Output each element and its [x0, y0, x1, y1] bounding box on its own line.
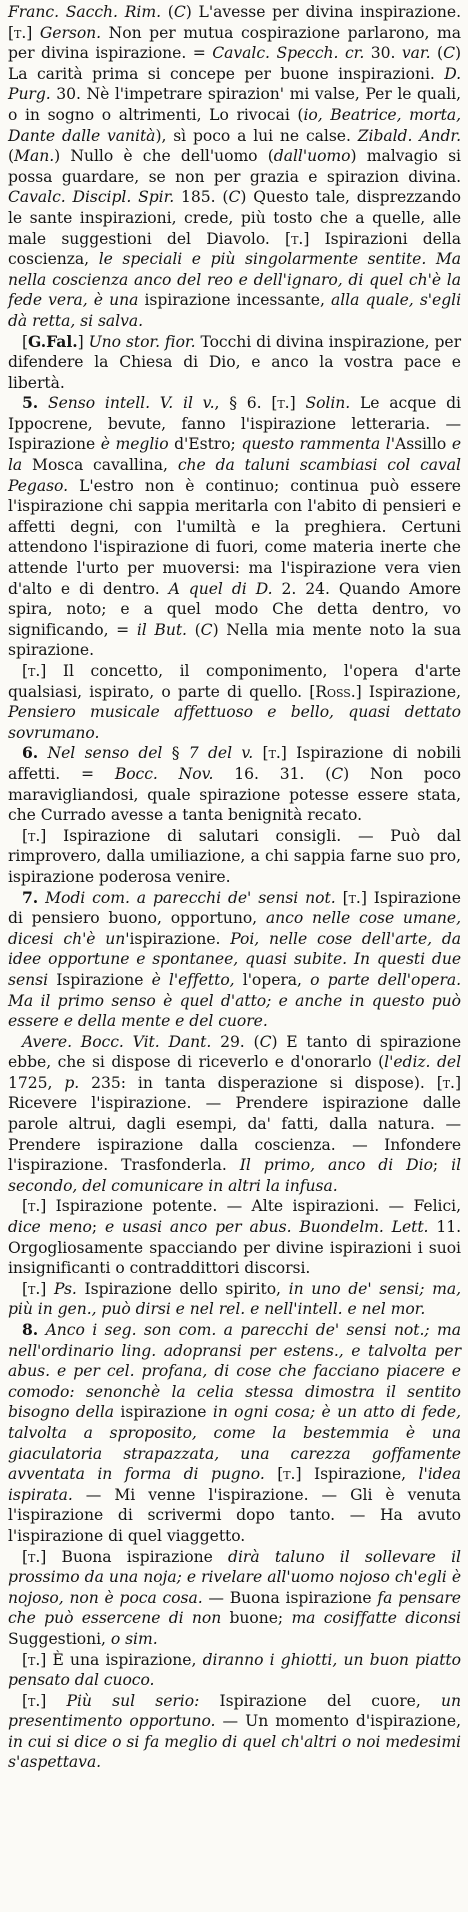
entry-paragraph: [t.] Più sul serio: Ispirazione del cuore, un presentimento opportuno. — Un momento d'ispirazione, in cui si dice o si fa meglio di quel ch'altri o noi medesimi s'aspettava.: [8, 1691, 461, 1772]
entry-paragraph: [t.] È una ispirazione, diranno i ghiotti, un buon piatto pensato dal cuoco.: [8, 1650, 461, 1690]
entry-paragraph: 7. Modi com. a parecchi de' sensi not. [t.] Ispirazione di pensiero buono, opportuno, anco nelle cose umane, dicesi ch'è un'ispirazione. Poi, nelle cose dell'arte, da idee opportune e spontanee, quasi subite. In questi due sensi Ispirazione è l'effetto, l'opera, o parte dell'opera. Ma il primo senso è quel d'atto; e anche in questo può essere e della mente e del cuore.: [8, 887, 461, 1031]
entry-paragraph: 5. Senso intell. V. il v., § 6. [t.] Solin. Le acque di Ippocrene, bevute, fanno l'ispirazione letteraria. — Ispirazione è meglio d'Estro; questo rammenta l'Assillo e la Mosca cavallina, che da taluni scambiasi col caval Pegaso. L'estro non è continuo; continua può essere l'ispirazione chi sappia meritarla con l'abito di pensieri e affetti degni, con l'umiltà e la preghiera. Certuni attendono l'ispirazione di fuori, come materia inerte che attende l'urto per muoversi: ma l'ispirazione vera vien d'alto e di dentro. A quel di D. 2. 24. Quando Amore spira, noto; e a quel modo Che detta dentro, vo significando, = il But. (C) Nella mia mente noto la sua spirazione.: [8, 393, 462, 660]
entry-paragraph: [t.] Ispirazione di salutari consigli. — Può dal rimprovero, dalla umiliazione, a chi sappia farne suo pro, ispirazione poderosa venire.: [8, 826, 461, 886]
entry-paragraph: [t.] Il concetto, il componimento, l'opera d'arte qualsiasi, ispirato, o parte di quello. [Ross.] Ispirazione, Pensiero musicale affettuoso e bello, quasi dettato sovrumano.: [8, 662, 461, 742]
entry-paragraph: Franc. Sacch. Rim. (C) L'avesse per divina inspirazione. [t.] Gerson. Non per mutua cospirazione parlarono, ma per divina ispirazione. = Cavalc. Specch. cr. 30. var. (C) La carità prima si concepe per buone inspirazioni. D. Purg. 30. Nè l'impetrare spirazion' mi valse, Per le quali, o in sogno o altrimenti, Lo rivocai (io, Beatrice, morta, Dante dalle vanità), sì poco a lui ne calse. Zibald. Andr. (Man.) Nullo è che dell'uomo (dall'uomo) malvagio si possa guardare, se non per grazia e spirazion divina. Cavalc. Discipl. Spir. 185. (C) Questo tale, disprezzando le sante inspirazioni, crede, più tosto che a quelle, alle male suggestioni del Diavolo. [t.] Ispirazioni della coscienza, le speciali e più singolarmente sentite. Ma nella coscienza anco del reo e dell'ignaro, di quel ch'è la fede vera, è una ispirazione incessante, alla quale, s'egli dà retta, si salva.: [8, 3, 462, 330]
entry-paragraph: 6. Nel senso del § 7 del v. [t.] Ispirazione di nobili affetti. = Bocc. Nov. 16. 31. (C) Non poco maravigliandosi, quale spirazione potesse essere stata, che Currado avesse a tanta benignità recato.: [8, 743, 461, 825]
entry-paragraph: [t.] Ispirazione potente. — Alte ispirazioni. — Felici, dice meno; e usasi anco per abus. Buondelm. Lett. 11. Orgogliosamente spacciando per divine ispirazioni i suoi insignificanti o contraddittori discorsi.: [8, 1197, 461, 1278]
entry-paragraph: 8. Anco i seg. son com. a parecchi de' sensi not.; ma nell'ordinario ling. adopransi per estens., e talvolta per abus. e per cel. profana, di cose che facciano piacere e comodo: senonchè la celia stessa dimostra il sentito bisogno della ispirazione in ogni cosa; è un atto di fede, talvolta a sproposito, come la bestemmia è una giaculatoria strapazzata, una carezza goffamente avventata in forma di pugno. [t.] Ispirazione, l'idea ispirata. — Mi venne l'ispirazione. — Gli è venuta l'ispirazione di scrivermi dopo tanto. — Ha avuto l'ispirazione di quel viaggetto.: [8, 1320, 462, 1545]
entry-paragraph: [t.] Buona ispirazione dirà taluno il sollevare il prossimo da una noja; e rivelare all'uomo nojoso ch'egli è nojoso, non è poca cosa. — Buona ispirazione fa pensare che può essercene di non buone; ma cosiffatte diconsi Suggestioni, o sim.: [8, 1547, 461, 1648]
entry-paragraph: [G.Fal.] Uno stor. fior. Tocchi di divina inspirazione, per difendere la Chiesa di Dio, e anco la vostra pace e libertà.: [8, 331, 461, 392]
dictionary-column: [8, 2, 461, 1773]
entry-paragraph: Avere. Bocc. Vit. Dant. 29. (C) E tanto di spirazione ebbe, che si dispose di riceverlo e d'onorarlo (l'ediz. del 1725, p. 235: in tanta disperazione si dispose). [t.] Ricevere l'ispirazione. — Prendere ispirazione dalle parole altrui, dagli esempi, da' fatti, dalla natura. — Prendere ispirazione dalla coscienza. — Infondere l'ispirazione. Trasfonderla. Il primo, anco di Dio; il secondo, del comunicare in altri la infusa.: [8, 1032, 462, 1195]
entry-paragraph: [t.] Ps. Ispirazione dello spirito, in uno de' sensi; ma, più in gen., può dirsi e nel rel. e nell'intell. e nel mor.: [8, 1279, 461, 1319]
